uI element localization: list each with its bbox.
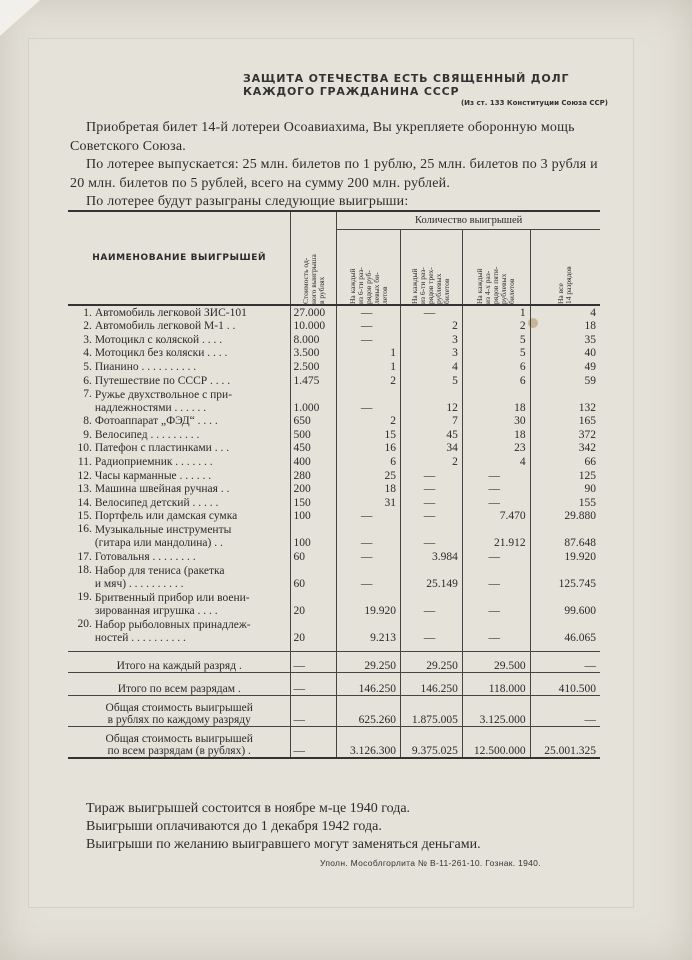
prize-name: Автомобиль легковой ЗИС-101: [94, 306, 247, 319]
prize-row: [68, 320, 600, 334]
prize-number: 14.: [77, 496, 92, 509]
prize-cost: 400: [291, 455, 337, 469]
value-each-q3: 3.125.000: [462, 695, 530, 726]
prize-number: 8.: [83, 415, 92, 428]
prize-q3: —: [462, 496, 530, 510]
prize-q2: 4: [401, 360, 463, 374]
prize-q3: —: [462, 483, 530, 497]
prize-name: Часы карманные . . . . . .: [94, 469, 212, 482]
prize-number: 16.: [77, 523, 92, 536]
value-each-q4: —: [530, 695, 600, 726]
prize-row: [68, 388, 600, 415]
prize-q2: —: [401, 523, 463, 550]
value-all-q4: 25.001.325: [530, 726, 600, 758]
total-each-cost: —: [291, 651, 337, 672]
motto: [243, 72, 603, 98]
prize-rows: [68, 305, 600, 645]
prize-q1: 18: [337, 483, 401, 497]
prize-cost: 10.000: [291, 320, 337, 334]
prize-q4: 46.065: [530, 618, 600, 645]
prize-number: 2.: [83, 320, 92, 333]
prize-row: [68, 496, 600, 510]
prize-name: Автомобиль легковой М-1 . .: [94, 320, 236, 333]
prize-q1: 15: [337, 428, 401, 442]
prize-q4: 66: [530, 455, 600, 469]
prize-number: 11.: [77, 455, 92, 468]
prize-q3: 18: [462, 388, 530, 415]
value-all-row: [68, 726, 600, 758]
header-q3: На каждый из 4-х раз- рядов пяти- рублевых билетов: [462, 229, 530, 305]
prize-row: [68, 374, 600, 388]
prize-q3: 4: [462, 455, 530, 469]
prize-name: Готовальня . . . . . . . .: [94, 550, 196, 563]
prize-row: [68, 550, 600, 564]
prize-q2: —: [401, 483, 463, 497]
header-q4: На все 14 разрядов: [530, 229, 600, 305]
prize-q4: 125: [530, 469, 600, 483]
prize-q3: 18: [462, 428, 530, 442]
value-each-cost: —: [291, 695, 337, 726]
prize-number: 13.: [77, 483, 92, 496]
prize-row: [68, 347, 600, 361]
prize-q1: 19.920: [337, 591, 401, 618]
prize-q2: 34: [401, 442, 463, 456]
prize-q4: 59: [530, 374, 600, 388]
prize-q1: 31: [337, 496, 401, 510]
prize-q3: —: [462, 469, 530, 483]
prize-q1: —: [337, 305, 401, 320]
prize-q3: 1: [462, 305, 530, 320]
prize-name: Мотоцикл без коляски . . . .: [94, 347, 228, 360]
value-all-q3: 12.500.000: [462, 726, 530, 758]
prize-name: Радиоприемник . . . . . . .: [94, 455, 213, 468]
prize-q4: 99.600: [530, 591, 600, 618]
total-all-cost: —: [291, 672, 337, 695]
prize-cost: 280: [291, 469, 337, 483]
value-all-q2: 9.375.025: [401, 726, 463, 758]
prize-q4: 19.920: [530, 550, 600, 564]
prize-q1: 2: [337, 374, 401, 388]
prize-number: 1.: [83, 306, 92, 319]
prize-q1: 1: [337, 347, 401, 361]
prize-q4: 342: [530, 442, 600, 456]
header-q1: На каждый из 6-ти раз- рядов руб- левых би- летов: [337, 229, 401, 305]
prize-name: Набор для тениса (ракетка и мяч) . . . . . . . . . .: [94, 564, 225, 590]
prize-q4: 49: [530, 360, 600, 374]
prize-table-grid: [68, 210, 600, 759]
prize-q2: 7: [401, 415, 463, 429]
total-all-row: [68, 672, 600, 695]
prize-q2: 45: [401, 428, 463, 442]
prize-name: Велосипед детский . . . . .: [94, 496, 219, 509]
prize-q1: —: [337, 388, 401, 415]
footer-line-1: Тираж выигрышей состоится в ноябре м-це 1940 года.: [86, 801, 411, 816]
total-all-q3: 118.000: [462, 672, 530, 695]
prize-cost: 1.475: [291, 374, 337, 388]
header-q2: На каждый из 6-ти раз- рядов трех- рублевых билетов: [401, 229, 463, 305]
prize-number: 15.: [77, 510, 92, 523]
prize-number: 18.: [77, 563, 92, 576]
prize-row: [68, 455, 600, 469]
prize-q3: 6: [462, 374, 530, 388]
prize-row: [68, 333, 600, 347]
prize-row: [68, 591, 600, 618]
prize-cost: 500: [291, 428, 337, 442]
prize-q1: —: [337, 564, 401, 591]
prize-q2: 2: [401, 320, 463, 334]
prize-number: 10.: [77, 442, 92, 455]
prize-row: [68, 523, 600, 550]
prize-number: 12.: [77, 469, 92, 482]
value-each-q2: 1.875.005: [401, 695, 463, 726]
prize-name: Портфель или дамская сумка: [94, 510, 238, 523]
prize-number: 3.: [83, 333, 92, 346]
prize-cost: 20: [291, 591, 337, 618]
prize-cost: 8.000: [291, 333, 337, 347]
prize-row: [68, 618, 600, 645]
prize-row: [68, 442, 600, 456]
prize-q1: —: [337, 333, 401, 347]
prize-cost: 100: [291, 523, 337, 550]
prize-cost: 100: [291, 510, 337, 524]
prize-q4: 155: [530, 496, 600, 510]
prize-q1: —: [337, 550, 401, 564]
prize-q4: 29.880: [530, 510, 600, 524]
value-each-label: Общая стоимость выигрышей в рублях по каждому разряду: [68, 695, 291, 726]
prize-q4: 40: [530, 347, 600, 361]
prize-row: [68, 428, 600, 442]
intro-paragraph-1: Приобретая билет 14-й лотереи Осоавиахима, Вы укрепляете оборонную мощь Советского Союза.: [70, 120, 575, 154]
value-all-q1: 3.126.300: [337, 726, 401, 758]
prize-q2: 3: [401, 333, 463, 347]
total-each-q3: 29.500: [462, 651, 530, 672]
prize-table: [68, 210, 600, 798]
prize-name: Путешествие по СССР . . . .: [94, 374, 231, 387]
prize-row: [68, 415, 600, 429]
prize-q4: 90: [530, 483, 600, 497]
intro-paragraph-2: По лотерее выпускается: 25 млн. билетов по 1 рублю, 25 млн. билетов по 3 рубля и 20 млн. билетов по 5 рублей, всего на сумму 200 млн. рублей.: [70, 157, 598, 191]
prize-q2: 2: [401, 455, 463, 469]
prize-q4: 4: [530, 305, 600, 320]
total-each-q2: 29.250: [401, 651, 463, 672]
prize-cost: 150: [291, 496, 337, 510]
prize-name: Музыкальные инструменты (гитара или мандолина) . .: [94, 524, 232, 550]
prize-q2: 5: [401, 374, 463, 388]
prize-q2: —: [401, 618, 463, 645]
prize-q2: 3: [401, 347, 463, 361]
prize-row: [68, 360, 600, 374]
prize-row: [68, 469, 600, 483]
prize-q1: —: [337, 320, 401, 334]
prize-cost: 1.000: [291, 388, 337, 415]
prize-q2: 25.149: [401, 564, 463, 591]
prize-q3: 7.470: [462, 510, 530, 524]
prize-row: [68, 510, 600, 524]
folded-corner: [0, 0, 40, 36]
prize-q4: 372: [530, 428, 600, 442]
prize-q3: 21.912: [462, 523, 530, 550]
prize-cost: 60: [291, 550, 337, 564]
prize-q1: 6: [337, 455, 401, 469]
value-all-cost: —: [291, 726, 337, 758]
prize-cost: 27.000: [291, 305, 337, 320]
header-prize-name: НАИМЕНОВАНИЕ ВЫИГРЫШЕЙ: [68, 211, 291, 305]
footer-line-2: Выигрыши оплачиваются до 1 декабря 1942 года.: [86, 819, 382, 834]
prize-q4: 165: [530, 415, 600, 429]
prize-q1: 2: [337, 415, 401, 429]
prize-row: [68, 483, 600, 497]
prize-q4: 87.648: [530, 523, 600, 550]
prize-q1: 25: [337, 469, 401, 483]
prize-cost: 200: [291, 483, 337, 497]
value-each-q1: 625.260: [337, 695, 401, 726]
prize-q2: —: [401, 469, 463, 483]
prize-name: Фотоаппарат „ФЭД“ . . . .: [94, 415, 218, 428]
prize-q3: 23: [462, 442, 530, 456]
value-all-label: Общая стоимость выигрышей по всем разрядам (в рублях) .: [68, 726, 291, 758]
prize-q3: —: [462, 564, 530, 591]
value-each-row: [68, 695, 600, 726]
prize-q4: 125.745: [530, 564, 600, 591]
prize-q3: —: [462, 591, 530, 618]
prize-name: Набор рыболовных принадлеж- ностей . . . . . . . . . .: [94, 618, 251, 644]
prize-q3: 5: [462, 347, 530, 361]
prize-q3: 6: [462, 360, 530, 374]
prize-cost: 20: [291, 618, 337, 645]
prize-q2: 3.984: [401, 550, 463, 564]
prize-name: Машина швейная ручная . .: [94, 483, 230, 496]
prize-cost: 650: [291, 415, 337, 429]
total-each-q1: 29.250: [337, 651, 401, 672]
total-all-q1: 146.250: [337, 672, 401, 695]
prize-q4: 35: [530, 333, 600, 347]
prize-number: 20.: [77, 617, 92, 630]
prize-name: Патефон с пластинками . . .: [94, 442, 230, 455]
motto-line-1: ЗАЩИТА ОТЕЧЕСТВА ЕСТЬ СВЯЩЕННЫЙ ДОЛГ: [243, 72, 570, 85]
prize-cost: 60: [291, 564, 337, 591]
prize-q1: —: [337, 523, 401, 550]
total-each-q4: —: [530, 651, 600, 672]
prize-number: 17.: [77, 550, 92, 563]
prize-name: Пианино . . . . . . . . . .: [94, 360, 197, 373]
header-cost: Стоимость од- ного выигрыша в рублях: [291, 211, 337, 305]
footer-line-3: Выигрыши по желанию выигравшего могут заменяться деньгами.: [86, 837, 481, 852]
prize-cost: 450: [291, 442, 337, 456]
total-each-label: Итого на каждый разряд .: [68, 651, 291, 672]
prize-q3: 30: [462, 415, 530, 429]
total-all-label: Итого по всем разрядам .: [68, 672, 291, 695]
prize-q1: 1: [337, 360, 401, 374]
prize-cost: 3.500: [291, 347, 337, 361]
total-each-row: [68, 651, 600, 672]
header-quantity-group: Количество выигрышей: [337, 211, 600, 229]
prize-q2: —: [401, 510, 463, 524]
prize-cost: 2.500: [291, 360, 337, 374]
prize-name: Велосипед . . . . . . . . .: [94, 428, 200, 441]
motto-line-2: КАЖДОГО ГРАЖДАНИНА СССР: [243, 85, 460, 98]
prize-name: Бритвенный прибор или воени- зированная игрушка . . . .: [94, 591, 250, 617]
prize-name: Ружье двухствольное с при- надлежностями . . . . . .: [94, 388, 233, 414]
prize-number: 9.: [83, 428, 92, 441]
prize-q3: 2: [462, 320, 530, 334]
prize-number: 19.: [77, 590, 92, 603]
prize-q2: 12: [401, 388, 463, 415]
prize-number: 6.: [83, 374, 92, 387]
total-all-q4: 410.500: [530, 672, 600, 695]
prize-row: [68, 305, 600, 320]
prize-number: 7.: [83, 387, 92, 400]
prize-q1: 9.213: [337, 618, 401, 645]
prize-name: Мотоцикл с коляской . . . .: [94, 333, 223, 346]
prize-row: [68, 564, 600, 591]
prize-q3: —: [462, 618, 530, 645]
prize-q1: 16: [337, 442, 401, 456]
prize-q2: —: [401, 591, 463, 618]
total-all-q2: 146.250: [401, 672, 463, 695]
prize-q4: 132: [530, 388, 600, 415]
prize-q1: —: [337, 510, 401, 524]
prize-q2: —: [401, 496, 463, 510]
prize-number: 4.: [83, 347, 92, 360]
prize-q2: —: [401, 305, 463, 320]
prize-number: 5.: [83, 360, 92, 373]
prize-q3: 5: [462, 333, 530, 347]
intro-paragraph-3: По лотерее будут разыграны следующие выигрыши:: [86, 194, 409, 209]
imprint: Уполн. Мособлгорлита № В-11-261-10. Гознак. 1940.: [320, 858, 541, 868]
constitution-source: (Из ст. 133 Конституции Союза ССР): [460, 99, 608, 107]
prize-q4: 18: [530, 320, 600, 334]
prize-q3: —: [462, 550, 530, 564]
